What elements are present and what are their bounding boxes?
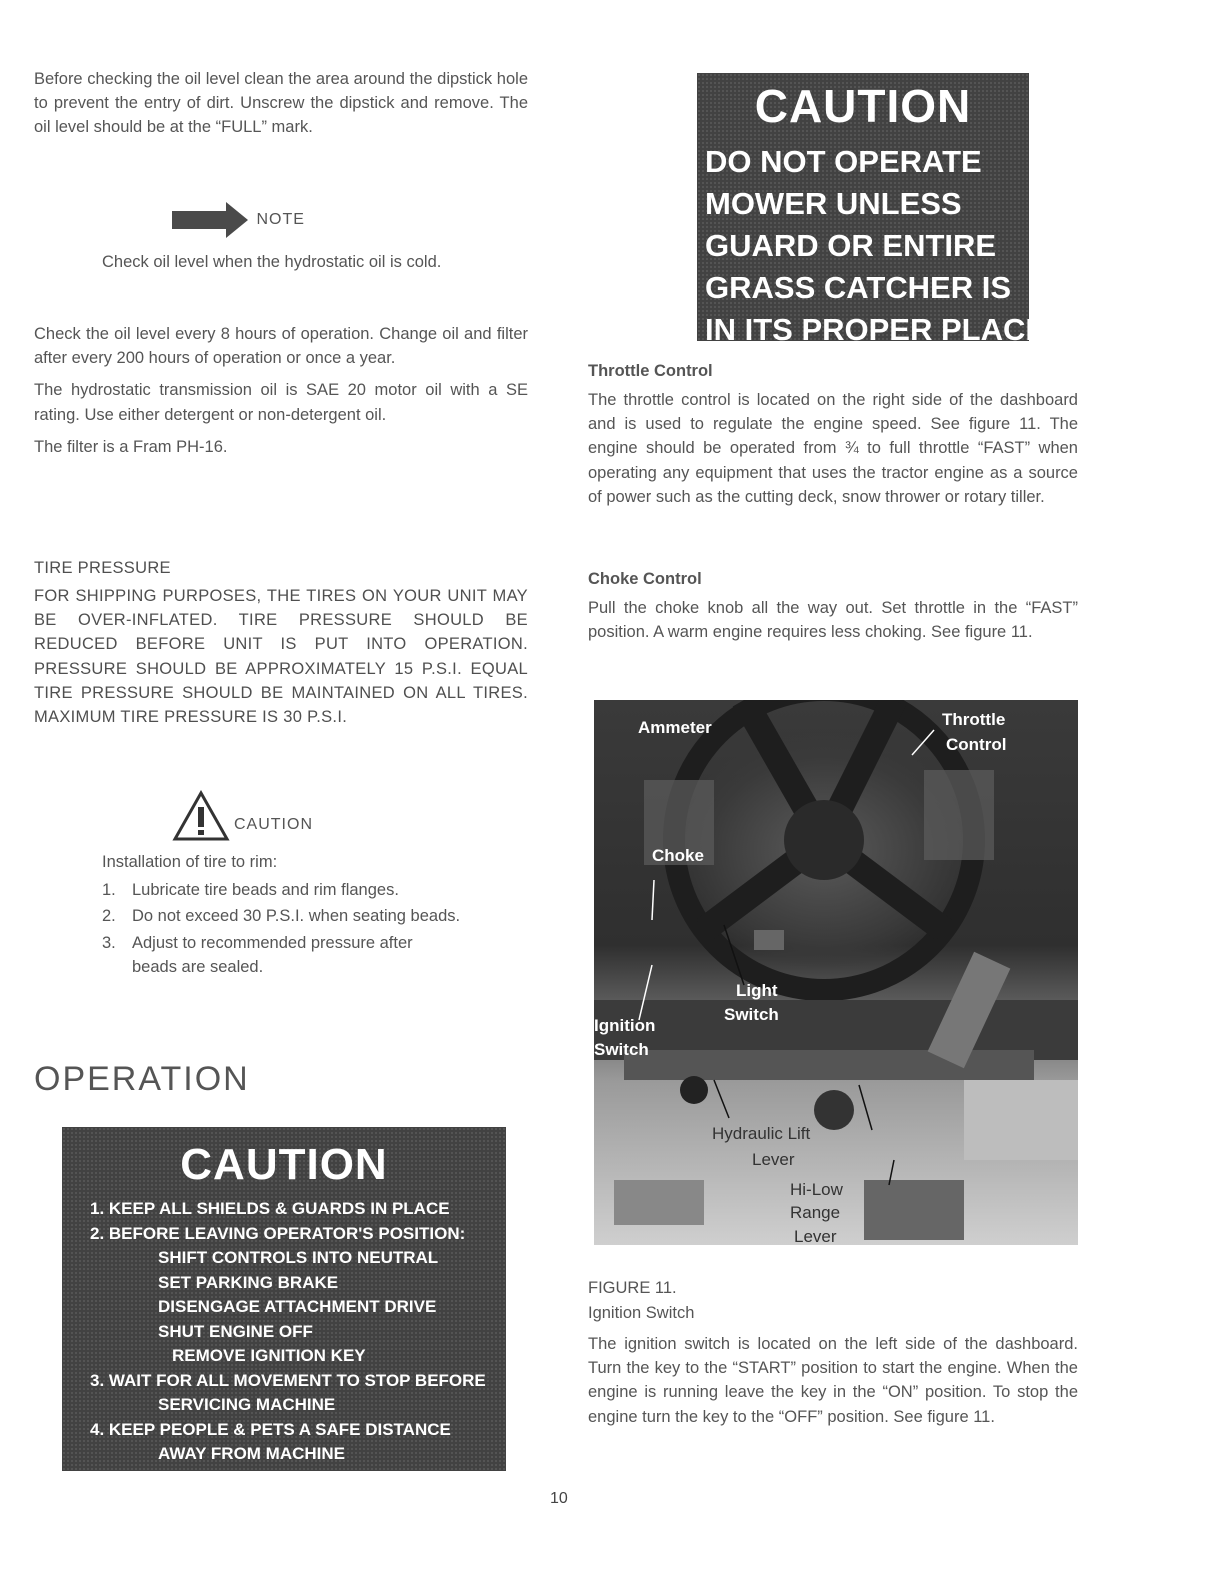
caution-line: 3. WAIT FOR ALL MOVEMENT TO STOP BEFORE [90,1370,486,1390]
caution-panel-right [697,73,1055,347]
range-lever-label: Lever [794,1227,837,1245]
tire-pressure-text: FOR SHIPPING PURPOSES, THE TIRES ON YOUR UNIT MAY BE OVER-INFLATED. TIRE PRESSURE SHOULD BE REDUCED BEFORE UNIT IS PUT INTO OPERATION. PRESSURE SHOULD BE APPROXIMATELY 15 P.S.I. EQUAL TIRE PRESSURE SHOULD BE MAINTAINED ON ALL TIRES. MAXIMUM TIRE PRESSURE IS 30 P.S.I. [34,587,528,727]
ignition-text: The ignition switch is located on the left side of the dashboard. Turn the key to the “START” position to start the engine. When the engine is running leave the key in the “ON” position. To stop the engine turn the key to the “OFF” position. See figure 11. [588,1335,1078,1426]
list-item: 3. Adjust to recommended pressure after beads are sealed. [102,933,413,976]
note-label: NOTE [256,211,305,228]
hilow-label: Hi-Low [790,1180,843,1199]
note-text: Check oil level when the hydrostatic oil is cold. [102,253,442,271]
caution-small-intro: Installation of tire to rim: [102,853,278,871]
list-item: 2. Do not exceed 30 P.S.I. when seating beads. [102,907,461,926]
caution-panel-left-lines [62,1197,506,1467]
caution-line: GRASS CATCHER IS [705,270,1012,305]
light-switch-label: Switch [724,1005,779,1024]
page-number: 10 [550,1490,568,1507]
ignition-switch-label: Switch [594,1040,649,1059]
list-item: 1. Lubricate tire beads and rim flanges. [102,881,399,900]
choke-heading: Choke Control [588,570,702,588]
caution-panel-left-title: CAUTION [180,1140,388,1189]
hydraulic-lift-label: Hydraulic Lift [712,1124,811,1143]
caution-line: SERVICING MACHINE [158,1395,336,1414]
caution-line: 4. KEEP PEOPLE & PETS A SAFE DISTANCE [90,1419,451,1439]
photo-illustration [594,700,1078,1245]
caution-small-label: CAUTION [234,816,313,833]
caution-line: IN ITS PROPER PLACE. [705,312,1055,347]
throttle-label: Throttle [942,710,1006,729]
warning-triangle-icon [172,790,230,842]
left-column-top [34,67,528,148]
caution-line: AWAY FROM MACHINE [158,1444,346,1463]
dashboard-photo [594,700,1078,1245]
caution-line: MOWER UNLESS [705,186,962,221]
caution-line: SHUT ENGINE OFF [158,1321,313,1341]
tire-heading: TIRE PRESSURE [34,559,171,577]
oil-interval-paragraph: Check the oil level every 8 hours of operation. Change oil and filter after every 200 hours of operation or once a year. [34,325,528,368]
choke-text: Pull the choke knob all the way out. Set throttle in the “FAST” position. A warm engine requires less choking. See figure 11. [588,599,1078,642]
caution-line: DISENGAGE ATTACHMENT DRIVE [158,1297,437,1316]
caution-line: REMOVE IGNITION KEY [172,1346,366,1365]
caution-small-header [172,790,472,840]
caution-line: GUARD OR ENTIRE [705,228,997,263]
range-label: Range [790,1203,841,1222]
left-column-mid [34,322,528,467]
note-arrow-icon [170,200,250,240]
transmission-oil-paragraph: The hydrostatic transmission oil is SAE 20 motor oil with a SE rating. Use either detergent or non-detergent oil. [34,381,528,424]
caution-panel-right-title: CAUTION [754,80,972,132]
ammeter-label: Ammeter [638,718,712,737]
figure-caption: FIGURE 11. [588,1279,677,1297]
throttle-control-label: Control [946,735,1007,754]
light-label: Light [736,981,778,1000]
caution-panel-left [62,1127,506,1471]
ignition-heading: Ignition Switch [588,1304,695,1322]
caution-small-list [102,878,462,979]
dipstick-paragraph: Before checking the oil level clean the area around the dipstick hole to prevent the entry of dirt. Unscrew the dipstick and remove. The oil level should be at the “FULL” mark. [34,70,528,137]
caution-line: SHIFT CONTROLS INTO NEUTRAL [158,1248,439,1267]
throttle-heading: Throttle Control [588,362,713,380]
caution-panel-right-lines [697,141,1055,351]
caution-line: DO NOT OPERATE [705,144,982,179]
filter-paragraph: The filter is a Fram PH-16. [34,437,228,456]
ignition-label: Ignition [594,1016,656,1035]
caution-small-body [102,850,462,981]
operation-title: OPERATION [34,1060,250,1098]
throttle-text: The throttle control is located on the right side of the dashboard and is used to regulate the engine speed. See figure 11. The engine should be operated from ¾ to full throttle “FAST” when operating any equipment that uses the tractor engine as a source of power such as the cutting deck, snow thrower or rotary tiller. [588,391,1078,506]
note-block [170,200,490,240]
caution-line: 2. BEFORE LEAVING OPERATOR'S POSITION: [90,1223,466,1243]
caution-line: SET PARKING BRAKE [158,1272,339,1292]
hydraulic-lever-label: Lever [752,1150,795,1169]
choke-label: Choke [652,846,704,865]
caution-line: 1. KEEP ALL SHIELDS & GUARDS IN PLACE [90,1199,450,1218]
